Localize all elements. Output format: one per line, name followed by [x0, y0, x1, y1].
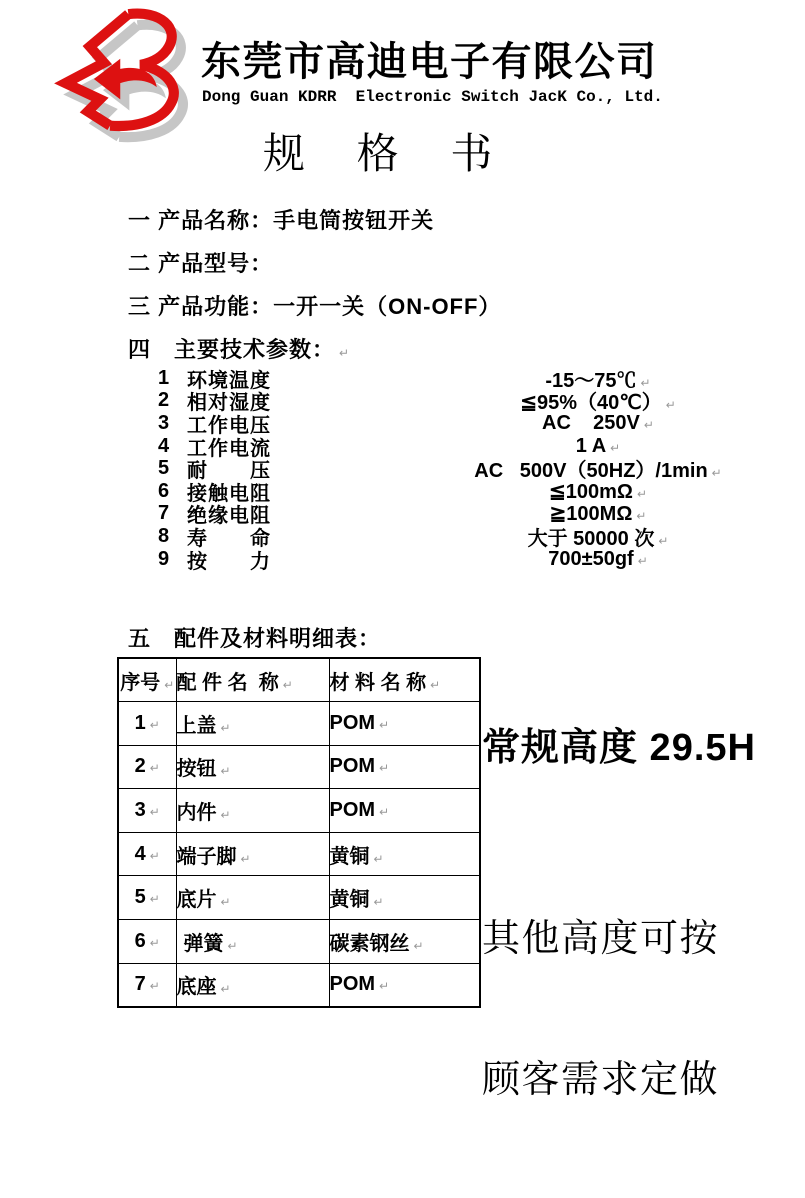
cell-material: POM ↵ — [330, 712, 390, 734]
param-value: 大于 50000 次 ↵ — [440, 522, 756, 551]
param-no: 2 — [158, 389, 170, 412]
param-no: 9 — [158, 547, 170, 570]
param-name: 相对湿度 — [187, 392, 271, 415]
cell-part: 端子脚 ↵ — [177, 846, 251, 868]
param-value: AC 500V（50HZ）/1min ↵ — [440, 454, 756, 483]
param-name: 耐 压 — [187, 460, 271, 483]
param-name: 绝缘电阻 — [187, 505, 271, 528]
param-row — [158, 548, 778, 571]
table-row — [118, 745, 480, 789]
param-value: ≦100mΩ ↵ — [440, 479, 756, 504]
company-name-cn: 东莞市高迪电子有限公司 — [201, 40, 658, 84]
tech-params-heading-text: 四 主要技术参数： ↵ — [128, 337, 350, 362]
cell-no: 1 ↵ — [135, 712, 160, 734]
param-name: 工作电流 — [187, 437, 271, 460]
cell-part: 按钮 ↵ — [177, 758, 231, 780]
company-name-en: Dong Guan KDRR Electronic Switch JacK Co., Ltd. — [202, 88, 663, 106]
section-list — [128, 204, 768, 376]
cell-material: 碳素钢丝 ↵ — [330, 933, 424, 955]
cell-no: 4 ↵ — [135, 843, 160, 865]
table-header-row — [118, 658, 480, 702]
header-index: 序号 ↵ — [120, 672, 174, 694]
param-value: 700±50gf ↵ — [440, 548, 756, 571]
cell-part: 上盖 ↵ — [177, 715, 231, 737]
param-value: ≦95%（40℃） ↵ — [440, 386, 756, 415]
param-no: 5 — [158, 457, 170, 480]
table-row — [118, 702, 480, 746]
param-name: 寿 命 — [187, 527, 271, 550]
note-standard-height: 常规高度 29.5H — [482, 727, 756, 769]
table-row — [118, 876, 480, 920]
table-row — [118, 832, 480, 876]
parts-materials-table — [117, 657, 481, 1008]
table-row — [118, 789, 480, 833]
section-product-function: 三 产品功能：一开一关（ON-OFF） — [128, 294, 502, 319]
param-no: 4 — [158, 434, 170, 457]
note-custom-line2: 顾客需求定做 — [482, 1059, 720, 1101]
cell-material: POM ↵ — [330, 755, 390, 777]
section-product-model: 二 产品型号： — [128, 251, 274, 276]
param-value: 1 A ↵ — [440, 435, 756, 458]
cell-no: 6 ↵ — [135, 930, 160, 952]
param-no: 7 — [158, 502, 170, 525]
param-name: 环境温度 — [187, 369, 271, 392]
cell-part: 底座 ↵ — [177, 976, 231, 998]
tech-params-list — [158, 366, 778, 573]
cell-material: POM ↵ — [330, 799, 390, 821]
document-title: 规 格 书 — [263, 130, 513, 177]
cell-no: 3 ↵ — [135, 799, 160, 821]
param-name: 工作电压 — [187, 414, 271, 437]
param-name: 按 力 — [187, 550, 271, 573]
cell-part: 弹簧 ↵ — [184, 933, 238, 955]
section-parts-heading: 五 配件及材料明细表： — [128, 626, 382, 651]
param-no: 1 — [158, 366, 170, 389]
cell-no: 5 ↵ — [135, 886, 160, 908]
param-no: 3 — [158, 411, 170, 434]
cell-part: 底片 ↵ — [177, 889, 231, 911]
table-row — [118, 919, 480, 963]
param-value: -15～75℃ ↵ — [440, 364, 756, 393]
header-part-name: 配 件 名 称 ↵ — [177, 672, 293, 694]
cell-material: POM ↵ — [330, 973, 390, 995]
note-custom-line1: 其他高度可按 — [482, 918, 720, 960]
param-value: ≧100MΩ ↵ — [440, 501, 756, 526]
cell-no: 7 ↵ — [135, 973, 160, 995]
cell-part: 内件 ↵ — [177, 802, 231, 824]
cell-material: 黄铜 ↵ — [330, 846, 384, 868]
param-no: 6 — [158, 479, 170, 502]
cell-no: 2 ↵ — [135, 755, 160, 777]
header-material-name: 材 料 名 称 ↵ — [330, 672, 441, 694]
param-no: 8 — [158, 524, 170, 547]
note-custom-height — [482, 822, 719, 1198]
company-logo — [58, 6, 218, 148]
cell-material: 黄铜 ↵ — [330, 889, 384, 911]
table-row — [118, 963, 480, 1007]
param-value: AC 250V ↵ — [440, 412, 756, 435]
param-name: 接触电阻 — [187, 482, 271, 505]
section-product-name: 一 产品名称：手电筒按钮开关 — [128, 208, 435, 233]
